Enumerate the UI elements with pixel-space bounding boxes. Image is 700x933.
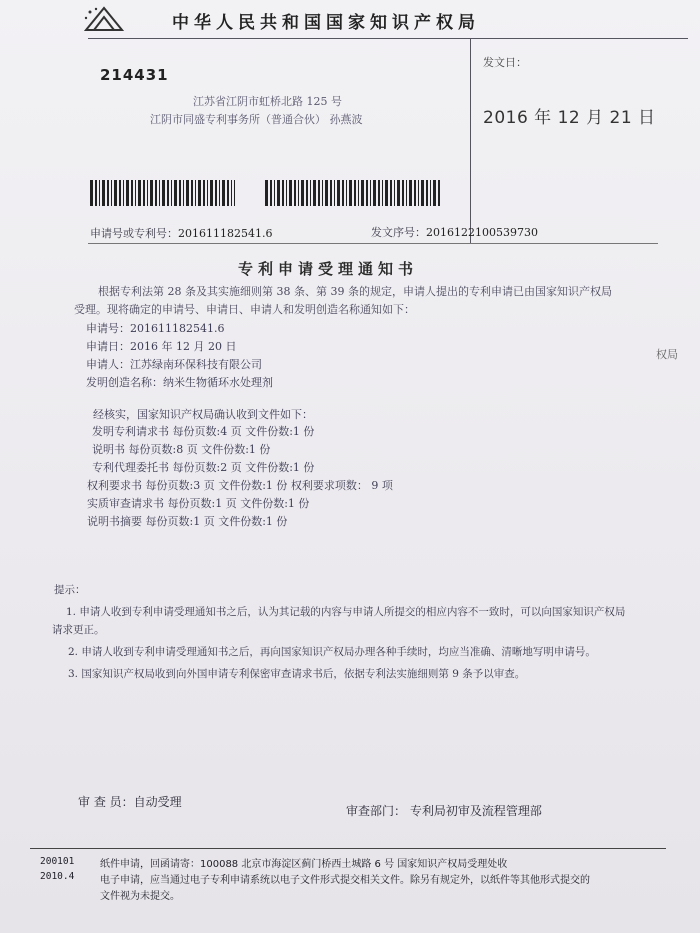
tip-item: 3. 国家知识产权局收到向外国申请专利保密审查请求书后，依据专利法实施细则第 9 条予以审查。 [68,668,526,680]
form-code: 200101 [40,856,75,867]
document-item: 发明专利请求书 每份页数:4 页 文件份数:1 份 [92,425,315,438]
vertical-divider [470,38,471,243]
document-item: 权利要求书 每份页数:3 页 文件份数:1 份 权利要求项数： 9 项 [87,479,393,492]
form-version: 2010.4 [40,871,75,882]
barcode-right [265,180,440,206]
dispatch-no-row [371,224,538,240]
address-line-1: 江苏省江阴市虹桥北路 125 号 [193,95,342,108]
address-line-2: 江阴市同盛专利事务所（普通合伙） 孙燕波 [150,113,363,126]
dispatch-no-label: 发文序号： [371,226,426,239]
document-item: 说明书摘要 每份页数:1 页 文件份数:1 份 [87,515,288,528]
tip-item: 2. 申请人收到专利申请受理通知书之后，再向国家知识产权局办理各种手续时，均应当准确、清晰地写明申请号。 [68,646,596,658]
field-filing-date: 申请日：2016 年 12 月 20 日 [86,340,237,353]
documents-intro: 经核实，国家知识产权局确认收到文件如下： [93,408,313,421]
examiner-label: 审 查 员： [78,795,134,809]
department-label: 审查部门： [346,804,407,818]
field-applicant: 申请人：江苏绿南环保科技有限公司 [86,358,262,371]
application-no: 201611182541.6 [178,227,273,240]
department-row [346,802,542,819]
dispatch-date-label: 发文日： [483,56,527,69]
document-item: 专利代理委托书 每份页数:2 页 文件份数:1 份 [92,461,315,474]
side-mark: 权局 [656,348,678,361]
application-no-label: 申请号或专利号： [90,227,178,240]
field-invention-title: 发明创造名称：纳米生物循环水处理剂 [86,376,273,389]
tip-item: 1. 申请人收到专利申请受理通知书之后，认为其记载的内容与申请人所提交的相应内容不一致时，可以向国家知识产权局 [66,606,626,618]
office-name: 中华人民共和国国家知识产权局 [172,13,480,33]
examiner: 自动受理 [133,795,182,809]
intro-line-2: 受理。现将确定的申请号、申请日、申请人和发明创造名称通知如下： [74,303,415,316]
intro-line-1: 根据专利法第 28 条及其实施细则第 38 条、第 39 条的规定，申请人提出的专利申请已由国家知识产权局 [98,285,612,298]
postcode: 214431 [100,66,169,84]
barcode-left [90,180,235,206]
tip-item-continued: 请求更正。 [52,624,105,636]
footer-divider [30,848,666,849]
tips-label: 提示： [54,584,86,596]
examiner-row [78,793,182,810]
field-application-no: 申请号：201611182541.6 [86,322,225,335]
reference-divider [88,243,658,244]
footer-line-3: 文件视为未提交。 [100,891,180,902]
document-item: 实质审查请求书 每份页数:1 页 文件份数:1 份 [87,497,310,510]
dispatch-no: 2016122100539730 [426,226,538,239]
cnipa-logo-icon [82,4,126,34]
footer-line-1: 纸件申请，回函请寄：100088 北京市海淀区蓟门桥西土城路 6 号 国家知识产权局受理处收 [100,859,508,870]
footer-line-2: 电子申请，应当通过电子专利申请系统以电子文件形式提交相关文件。除另有规定外，以纸件等其他形式提交的 [100,875,590,886]
dispatch-date: 2016 年 12 月 21 日 [483,108,656,128]
notice-title: 专利申请受理通知书 [238,260,419,278]
header-divider [88,38,688,39]
application-no-row [90,225,272,241]
document-item: 说明书 每份页数:8 页 文件份数:1 份 [92,443,271,456]
department: 专利局初审及流程管理部 [409,804,542,818]
